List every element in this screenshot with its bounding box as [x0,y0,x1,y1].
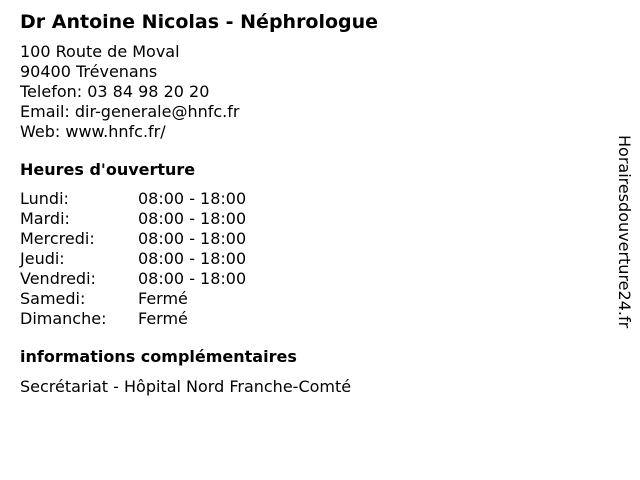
phone-number: Telefon: 03 84 98 20 20 [20,82,210,101]
day-label: Dimanche: [20,309,107,328]
time-value: 08:00 - 18:00 [138,229,247,248]
hours-row-friday [20,269,580,289]
opening-hours-table [20,189,580,329]
email-address: Email: dir-generale@hnfc.fr [20,102,240,121]
hours-row-thursday [20,249,580,269]
street-address: 100 Route de Moval [20,42,180,61]
time-value: Fermé [138,289,188,308]
postal-city: 90400 Trévenans [20,62,158,81]
additional-info-text: Secrétariat - Hôpital Nord Franche-Comté [20,377,352,396]
time-value: Fermé [138,309,188,328]
website: Web: www.hnfc.fr/ [20,122,166,141]
opening-hours-heading: Heures d'ouverture [20,160,196,179]
day-label: Vendredi: [20,269,96,288]
address-block [20,42,580,142]
hours-row-wednesday [20,229,580,249]
page-title: Dr Antoine Nicolas - Néphrologue [20,11,379,33]
day-label: Mercredi: [20,229,95,248]
time-value: 08:00 - 18:00 [138,189,247,208]
hours-row-monday [20,189,580,209]
day-label: Samedi: [20,289,86,308]
time-value: 08:00 - 18:00 [138,249,247,268]
hours-row-tuesday [20,209,580,229]
day-label: Jeudi: [20,249,65,268]
listing-card [20,10,580,397]
hours-row-saturday [20,289,580,309]
time-value: 08:00 - 18:00 [138,269,247,288]
day-label: Mardi: [20,209,70,228]
additional-info-heading: informations complémentaires [20,347,297,366]
site-watermark: Horairesdouverture24.fr [615,135,634,329]
hours-row-sunday [20,309,580,329]
day-label: Lundi: [20,189,69,208]
time-value: 08:00 - 18:00 [138,209,247,228]
